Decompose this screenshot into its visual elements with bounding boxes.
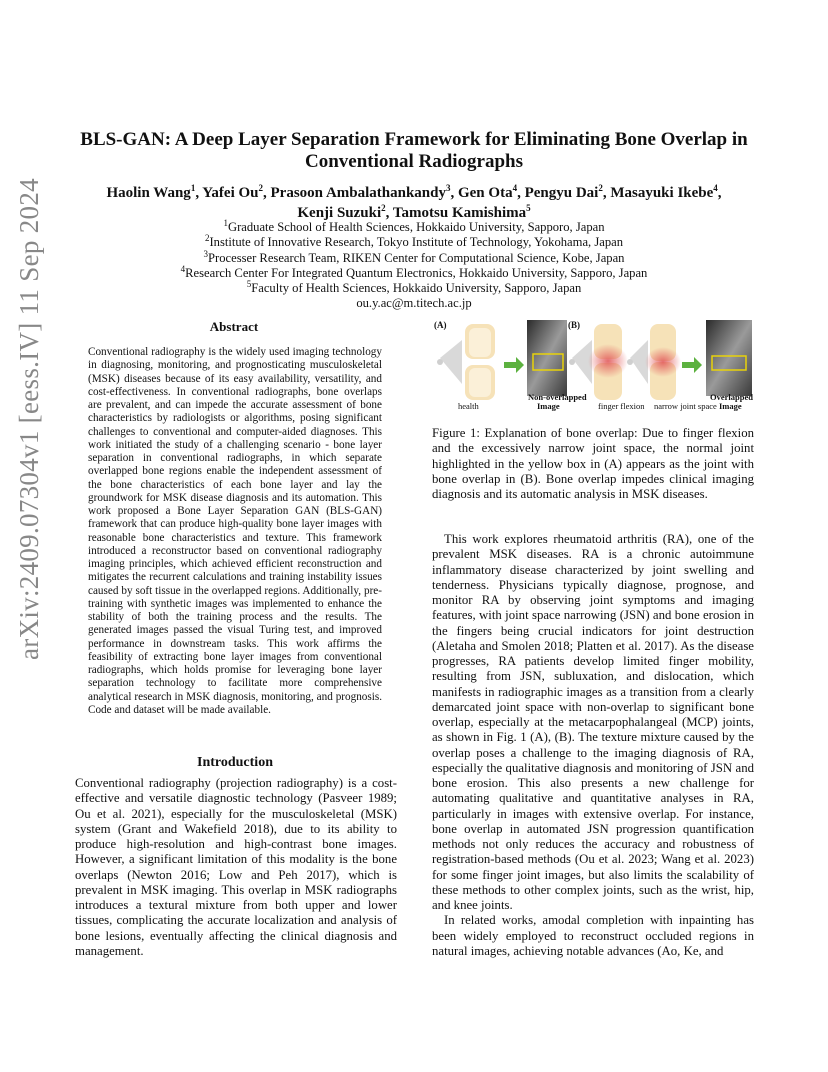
right-column-body (432, 532, 754, 959)
figure-label-b: (B) (568, 320, 580, 330)
abstract-heading: Abstract (209, 319, 259, 334)
label-finger-flexion: finger flexion (598, 401, 645, 411)
author-list: Haolin Wang$^1$, Yafei Ou$^2$, Prasoon Ambalathankandy$^3$, Gen Ota$^4$, Pengyu Dai$^2$, Masayuki Ikebe$^4$, Kenji Suzuki$^2$, Tamotsu Kamishima$^5$ (106, 183, 722, 221)
author-name: Kenji Suzuki (297, 205, 382, 221)
figure-label-a: (A) (434, 320, 447, 330)
author-affiliation-mark: 1 (190, 183, 196, 193)
affiliation-4: $^4$Research Center For Integrated Quantum Electronics, Hokkaido University, Sapporo, Japan (180, 263, 648, 280)
abstract-body (88, 346, 382, 717)
author-affiliation-mark: 4 (512, 183, 518, 193)
affiliation-list (60, 217, 768, 312)
affiliation-2: $^2$Institute of Innovative Research, Tokyo Institute of Technology, Yokohama, Japan (204, 233, 624, 250)
label-overlap-1: Overlapped (710, 392, 753, 402)
author-affiliation-mark: 2 (258, 183, 264, 193)
figure-1 (432, 318, 754, 416)
author-affiliation-mark: 2 (598, 183, 603, 193)
body-paragraph: In related works, amodal completion with inpainting has been widely employed to reconstruct occluded regions in natural images, achieving notable advances (Ao, Ke, and (432, 913, 754, 958)
arxiv-side-stamp: arXiv:2409.07304v1 [eess.IV] 11 Sep 2024 (14, 178, 44, 660)
paper-title: BLS-GAN: A Deep Layer Separation Framework for Eliminating Bone Overlap in Conventional Radiographs (80, 129, 748, 172)
author-name: Prasoon Ambalathankandy (270, 185, 446, 201)
flexion-finger-illustration (569, 324, 628, 400)
author-name: Gen Ota (457, 185, 513, 201)
introduction-body (75, 776, 397, 959)
author-affiliation-mark: 3 (445, 183, 451, 193)
author-affiliation-mark: 5 (526, 203, 531, 213)
healthy-finger-illustration (437, 324, 495, 400)
label-nonoverlap-1: Non-overlapped (528, 392, 587, 402)
author-name: Haolin Wang (106, 185, 191, 201)
author-name: Pengyu Dai (524, 185, 599, 201)
author-affiliation-mark: 4 (713, 183, 718, 193)
label-overlap-2: Image (719, 401, 742, 411)
introduction-paragraph: Conventional radiography (projection radiography) is a cost-effective and versatile diagnostic technology (Pasveer 1989; Ou et al. 2021), especially for the musculoskeletal (MSK) system (Grant and Wakefield 2018), due to its ability to produce high-resolution and high-contrast bone images. However, a significant limitation of this modality is the bone overlaps (Newton 2016; Low and Peh 2017), which is prevalent in MSK imaging. This overlap in MSK radiographs introduces a textural mixture from both upper and lower tissues, complicating the accurate localization and analysis of bone lesions, eventually affecting the clinical diagnosis and management. (75, 776, 397, 958)
label-health: health (458, 401, 479, 411)
arrow-icon (504, 357, 524, 373)
affiliation-1: $^1$Graduate School of Health Sciences, Hokkaido University, Sapporo, Japan (223, 217, 605, 234)
figure-1-caption: Figure 1: Explanation of bone overlap: Due to finger flexion and the excessively narrow joint space, the normal joint highlighted in the yellow box in (A) appears as the joint with bone overlap in (B). Bone overlap impedes clinical imaging diagnosis and its automatic analysis in MSK diseases. (432, 426, 754, 501)
body-paragraph: This work explores rheumatoid arthritis (RA), one of the prevalent MSK diseases. RA is a chronic autoimmune inflammatory disease characterized by joint swelling and tenderness. Physicians typically diagnose, prognose, and monitor RA by observing joint symptoms and imaging features, with joint space narrowing (JSN) and bone erosion in the fingers being crucial indicators for joint destruction (Aletaha and Smolen 2018; Platten et al. 2017). As the disease progresses, RA patients develop limited finger mobility, resulting from JSN, subluxation, and dislocation, which manifests in radiographic images as a transition from a clearly demarcated joint space with non-overlap to significant bone overlap, especially at the metacarpophalangeal (MCP) joints, as shown in Fig. 1 (A), (B). The texture mixture caused by the overlap poses a challenge to the imaging diagnosis of RA, especially the qualitative diagnosis and monitoring of JSN and bone erosion. This also presents a new challenge for automating qualitative and quantitative analyses in RA, particularly in images with extensive overlap. For instance, bone overlap in automated JSN progression quantification methods not only reduces the accuracy and robustness of registration-based methods (Ou et al. 2023; Wang et al. 2023) for some finger joint images, but also limits the scalability of these methods to other complex joints, such as the wrist, hip, and knee joints. (432, 532, 754, 912)
affiliation-3: $^3$Processer Research Team, RIKEN Center for Computational Science, Kobe, Japan (203, 248, 625, 265)
affiliation-5: $^5$Faculty of Health Sciences, Hokkaido University, Sapporo, Japan (246, 279, 582, 296)
contact-email[interactable]: ou.y.ac@m.titech.ac.jp (356, 296, 472, 311)
author-name: Masayuki Ikebe (610, 185, 714, 201)
introduction-heading: Introduction (197, 755, 273, 770)
non-overlapped-xray (527, 320, 567, 396)
label-narrow-joint: narrow joint space (654, 401, 717, 411)
author-affiliation-mark: 2 (381, 203, 386, 213)
narrow-joint-illustration (627, 324, 681, 400)
overlapped-xray (706, 320, 752, 396)
figure-1-illustration (432, 318, 754, 416)
abstract-text: Conventional radiography is the widely used imaging technology in diagnosing, monitoring, and prognosticating musculoskeletal (MSK) diseases because of its easy availability, versatility, and cost-effectiveness. In conventional radiographs, bone overlaps are prevalent, and can impede the accurate assessment of bone characteristics by radiologists or algorithms, posing significant challenges to conventional and computer-aided diagnoses. This work initiated the study of a challenging scenario - bone layer separation in conventional radiographs, in which separate overlapped bone regions enable the independent assessment of the bone characteristics of each bone layer and lay the groundwork for MSK disease diagnosis and its automation. This work proposed a Bone Layer Separation GAN (BLS-GAN) framework that can produce high-quality bone layer images with reasonable bone characteristics and texture. This framework introduced a reconstructor based on conventional radiography imaging principles, which achieved efficient reconstruction and mitigates the recurrent calculations and training instability issues caused by soft tissue in the overlapped regions. Additionally, pre-training with synthetic images was implemented to enhance the stability of both the training process and the results. The generated images passed the visual Turing test, and improved performance in downstream tasks. This work affirms the feasibility of extracting bone layer images from conventional radiographs, which holds promise for leveraging bone layer separation technology to facilitate more comprehensive analytical research in MSK diagnosis, monitoring, and prognosis. Code and dataset will be made available. (88, 346, 382, 716)
author-name: Yafei Ou (202, 185, 259, 201)
label-nonoverlap-2: Image (537, 401, 560, 411)
author-name: Tamotsu Kamishima (392, 205, 527, 221)
arrow-icon (682, 357, 702, 373)
